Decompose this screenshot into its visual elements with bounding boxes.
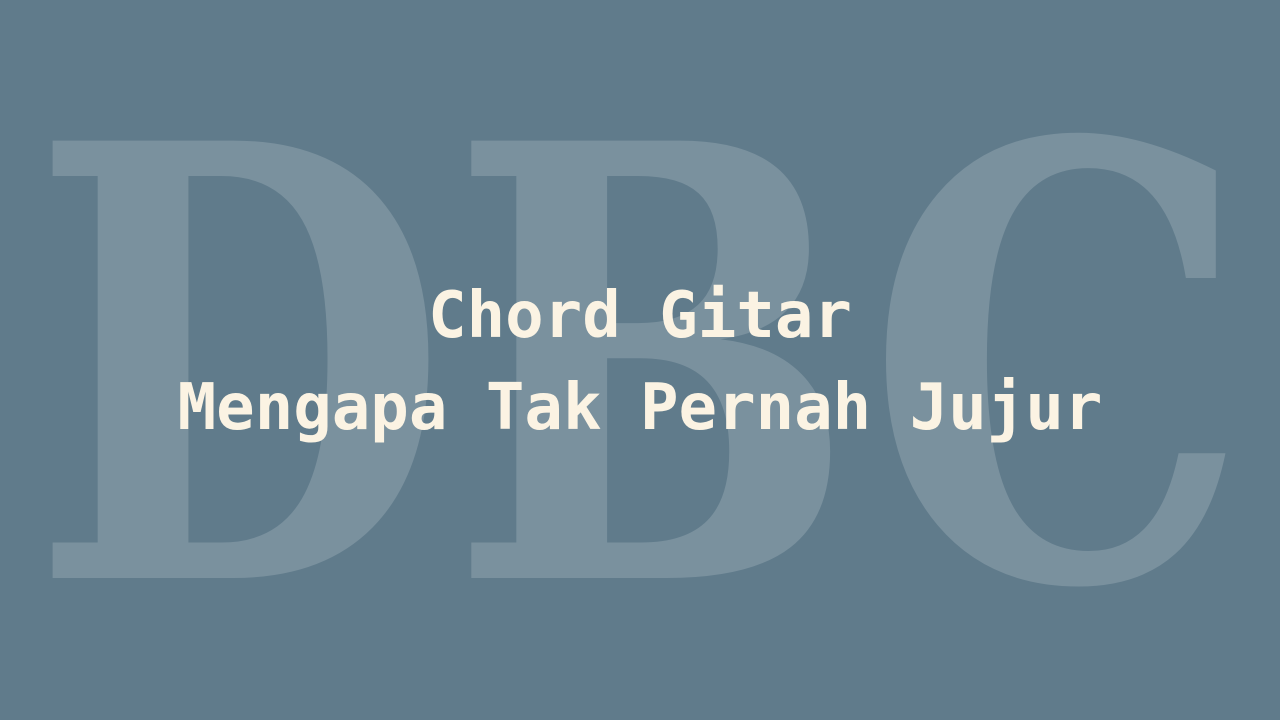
title-line-2: Mengapa Tak Pernah Jujur bbox=[177, 371, 1103, 445]
title-line-1: Chord Gitar bbox=[428, 279, 852, 353]
watermark-text: DBC bbox=[30, 15, 1250, 720]
